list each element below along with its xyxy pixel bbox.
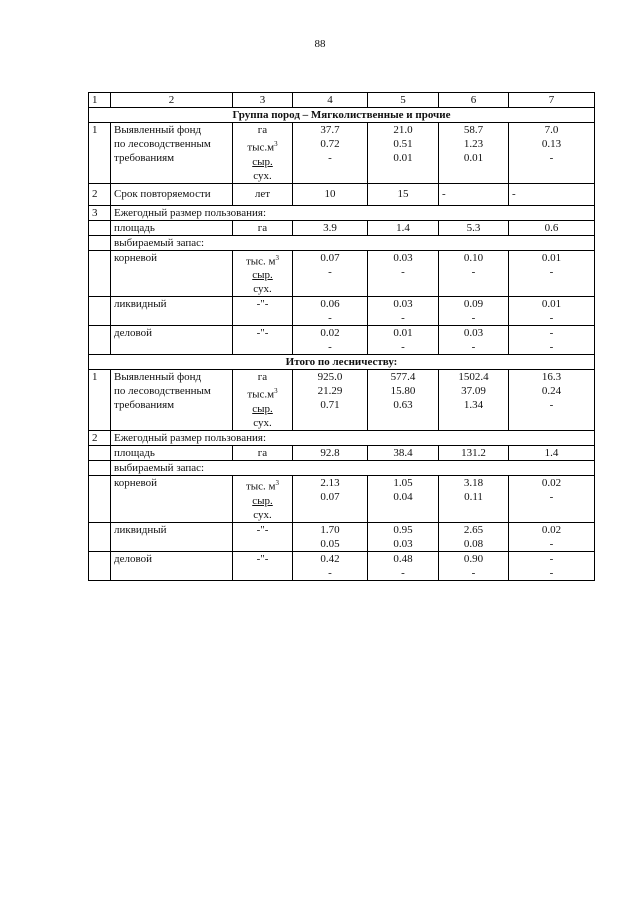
- cell-value: 0.08: [463, 537, 484, 550]
- cell-value: [236, 137, 289, 155]
- empty-cell: [89, 220, 111, 235]
- cell-value: 7.0: [544, 124, 559, 136]
- value-cell: 3.9: [293, 220, 368, 235]
- col-num-1: 1: [89, 93, 111, 108]
- cell-value: 925.0: [317, 371, 343, 384]
- cell-value: 1.05: [393, 476, 413, 489]
- section-title: Группа пород – Мягколиственные и прочие: [89, 108, 595, 123]
- empty-cell: [89, 250, 111, 297]
- unit-cell: [233, 370, 293, 431]
- unit-text: га: [257, 371, 268, 384]
- page-number: 88: [314, 38, 326, 50]
- cell-value: 0.01: [393, 327, 413, 340]
- value-cell: 38.4: [368, 445, 439, 460]
- cell-value: 0.11: [464, 490, 483, 503]
- value-cell: [509, 522, 595, 551]
- forest-use-table: [88, 92, 595, 581]
- value-cell: [439, 475, 509, 522]
- cell-value: -: [549, 341, 554, 354]
- unit-text: сух.: [253, 508, 272, 521]
- cell-value: -: [549, 537, 554, 550]
- cell-value: 0.02: [541, 476, 562, 489]
- value-cell: 1.4: [509, 445, 595, 460]
- cell-value: -: [549, 566, 554, 579]
- value-cell: [293, 522, 368, 551]
- unit-text: сыр.: [252, 402, 273, 415]
- empty-cell: [89, 551, 111, 580]
- value-cell: [293, 250, 368, 297]
- value-cell: [368, 326, 439, 355]
- unit-text: сух.: [253, 283, 272, 296]
- value-cell: [293, 326, 368, 355]
- cell-value: -: [549, 312, 554, 325]
- unit-text: тыс.м: [247, 388, 275, 401]
- value-cell: [439, 522, 509, 551]
- cell-value: -: [549, 327, 554, 340]
- value-cell: [368, 370, 439, 431]
- cell-value: 0.24: [541, 385, 562, 398]
- unit-cell: -"-: [233, 522, 293, 551]
- cell-value: 0.02: [541, 523, 562, 536]
- cell-value: 0.63: [393, 399, 413, 412]
- stock-type-label: деловой: [111, 326, 233, 355]
- value-cell: [509, 297, 595, 326]
- value-cell: 0.6: [509, 220, 595, 235]
- section-title-row: [89, 355, 595, 370]
- value-cell: [439, 250, 509, 297]
- table-row: [89, 250, 595, 297]
- empty-cell: [89, 475, 111, 522]
- cell-value: 1502.4: [458, 371, 489, 384]
- cell-value: 0.02: [320, 327, 340, 340]
- unit-cell: га: [233, 445, 293, 460]
- stock-type-label: деловой: [111, 551, 233, 580]
- stock-label: выбираемый запас:: [111, 235, 595, 250]
- col-num-5: 5: [368, 93, 439, 108]
- empty-cell: [89, 460, 111, 475]
- value-cell: [439, 551, 509, 580]
- cell-value: -: [471, 566, 476, 579]
- value-cell: [368, 475, 439, 522]
- unit-text: тыс.м: [247, 141, 275, 154]
- row-name: Ежегодный размер пользования:: [111, 205, 595, 220]
- row-number: 2: [89, 183, 111, 205]
- cell-value: -: [401, 341, 405, 354]
- cell-value: [236, 384, 289, 402]
- cell-value: -: [328, 566, 332, 579]
- value-cell: [368, 522, 439, 551]
- cell-value: -: [328, 312, 332, 325]
- cell-value: 1.34: [463, 399, 484, 412]
- cell-value: 0.04: [393, 490, 413, 503]
- cell-value: -: [549, 152, 554, 164]
- cell-value: 21.29: [317, 385, 343, 398]
- row-number: 3: [89, 205, 111, 220]
- stock-type-label: ликвидный: [111, 522, 233, 551]
- cell-value: 37.7: [320, 124, 340, 136]
- table-row: [89, 370, 595, 431]
- table-row: [89, 522, 595, 551]
- stock-type-label: корневой: [111, 250, 233, 297]
- section-title: Итого по лесничеству:: [89, 355, 595, 370]
- empty-cell: [89, 297, 111, 326]
- table-row: [89, 551, 595, 580]
- cell-value: 0.48: [393, 552, 413, 565]
- unit-text: тыс. м: [245, 255, 276, 268]
- table-row: [89, 430, 595, 445]
- cell-value: 0.01: [541, 298, 562, 311]
- unit-cell: га: [233, 220, 293, 235]
- cell-value: 0.51: [393, 138, 413, 150]
- value-cell: 1.4: [368, 220, 439, 235]
- empty-cell: [89, 445, 111, 460]
- cell-value: 2.13: [320, 476, 340, 489]
- row-number: 1: [89, 123, 111, 184]
- value-cell: 10: [293, 183, 368, 205]
- unit-text: тыс. м: [245, 480, 276, 493]
- row-name: Срок повторяемости: [111, 183, 233, 205]
- stock-type-label: ликвидный: [111, 297, 233, 326]
- value-cell: [439, 123, 509, 184]
- value-cell: [509, 326, 595, 355]
- cell-value: 0.03: [463, 327, 484, 340]
- cell-value: 0.95: [393, 523, 413, 536]
- cell-value: 16.3: [541, 371, 562, 384]
- cell-value: 0.05: [320, 537, 340, 550]
- value-cell: [368, 250, 439, 297]
- value-cell: [368, 551, 439, 580]
- cell-value: 37.09: [461, 385, 486, 398]
- col-num-3: 3: [233, 93, 293, 108]
- table-row: [89, 297, 595, 326]
- cell-value: -: [401, 265, 405, 278]
- unit-text: сух.: [253, 416, 272, 429]
- cell-value: 0.06: [320, 298, 340, 311]
- cell-value: 0.10: [463, 251, 484, 264]
- table-row: [89, 326, 595, 355]
- value-cell: 15: [368, 183, 439, 205]
- col-num-4: 4: [293, 93, 368, 108]
- cell-value: -: [328, 152, 332, 164]
- col-num-2: 2: [111, 93, 233, 108]
- unit-text: сыр.: [252, 494, 273, 507]
- value-cell: [509, 551, 595, 580]
- unit-cell: -"-: [233, 297, 293, 326]
- cell-value: 2.65: [463, 523, 484, 536]
- column-number-row: [89, 93, 595, 108]
- cell-value: 0.01: [393, 152, 413, 164]
- row-name: [111, 370, 233, 431]
- value-cell: [293, 297, 368, 326]
- value-cell: [439, 297, 509, 326]
- empty-cell: [89, 326, 111, 355]
- col-num-7: 7: [509, 93, 595, 108]
- cell-value: -: [401, 312, 405, 325]
- value-cell: -: [439, 183, 509, 205]
- value-cell: [509, 475, 595, 522]
- cell-value: [236, 476, 289, 494]
- cell-value: -: [549, 490, 554, 503]
- cell-value: 0.13: [541, 138, 562, 150]
- cell-value: 0.03: [393, 251, 413, 264]
- value-cell: [293, 370, 368, 431]
- cell-value: 0.71: [320, 399, 340, 412]
- unit-text: га: [257, 124, 268, 136]
- row-number: 2: [89, 430, 111, 445]
- table-row: [89, 123, 595, 184]
- table-row: [89, 205, 595, 220]
- row-name-line: Выявленный фонд: [114, 371, 202, 384]
- cell-value: 15.80: [390, 385, 416, 398]
- area-label: площадь: [111, 445, 233, 460]
- value-cell: [509, 370, 595, 431]
- value-cell: [293, 123, 368, 184]
- cell-value: -: [328, 341, 332, 354]
- value-cell: [368, 123, 439, 184]
- unit-cell: -"-: [233, 326, 293, 355]
- cell-value: 0.03: [393, 298, 413, 311]
- cell-value: -: [471, 341, 476, 354]
- table-row: [89, 445, 595, 460]
- value-cell: [509, 250, 595, 297]
- value-cell: [439, 326, 509, 355]
- table-row: [89, 220, 595, 235]
- unit-superscript: 3: [275, 478, 280, 487]
- cell-value: 0.42: [320, 552, 340, 565]
- unit-cell: -"-: [233, 551, 293, 580]
- row-number: 1: [89, 370, 111, 431]
- unit-text: сыр.: [252, 269, 273, 282]
- cell-value: -: [471, 265, 476, 278]
- unit-cell: лет: [233, 183, 293, 205]
- cell-value: 0.09: [463, 298, 484, 311]
- cell-value: 0.01: [463, 152, 484, 164]
- table-row: [89, 460, 595, 475]
- row-name: [111, 123, 233, 184]
- cell-value: 0.07: [320, 251, 340, 264]
- value-cell: [293, 551, 368, 580]
- cell-value: 58.7: [463, 124, 484, 136]
- cell-value: -: [549, 399, 554, 412]
- table-row: [89, 475, 595, 522]
- cell-value: -: [471, 312, 476, 325]
- stock-type-label: корневой: [111, 475, 233, 522]
- table-row: [89, 235, 595, 250]
- row-name-line: по лесоводственным: [114, 138, 211, 150]
- cell-value: 0.01: [541, 251, 562, 264]
- area-label: площадь: [111, 220, 233, 235]
- row-name-line: требованиям: [114, 399, 175, 412]
- unit-cell: [233, 123, 293, 184]
- cell-value: 0.90: [463, 552, 484, 565]
- empty-cell: [89, 235, 111, 250]
- unit-superscript: 3: [274, 140, 278, 148]
- unit-cell: [233, 475, 293, 522]
- unit-superscript: 3: [274, 387, 278, 396]
- value-cell: -: [509, 183, 595, 205]
- cell-value: [236, 251, 289, 269]
- unit-text: сух.: [253, 169, 272, 182]
- cell-value: 1.70: [320, 523, 340, 536]
- value-cell: [439, 370, 509, 431]
- value-cell: [509, 123, 595, 184]
- section-title-row: [89, 108, 595, 123]
- value-cell: [368, 297, 439, 326]
- cell-value: -: [549, 265, 554, 278]
- empty-cell: [89, 522, 111, 551]
- unit-text: сыр.: [252, 155, 273, 168]
- cell-value: 577.4: [390, 371, 416, 384]
- row-name-line: по лесоводственным: [114, 385, 211, 398]
- row-name-line: Выявленный фонд: [114, 124, 202, 136]
- cell-value: -: [401, 566, 405, 579]
- cell-value: -: [328, 265, 332, 278]
- cell-value: -: [549, 552, 554, 565]
- cell-value: 0.07: [320, 490, 340, 503]
- unit-superscript: 3: [275, 253, 280, 262]
- table-row: [89, 183, 595, 205]
- row-name: Ежегодный размер пользования:: [111, 430, 595, 445]
- value-cell: 92.8: [293, 445, 368, 460]
- cell-value: 1.23: [463, 138, 484, 150]
- cell-value: 21.0: [393, 124, 413, 136]
- cell-value: 0.03: [393, 537, 413, 550]
- stock-label: выбираемый запас:: [111, 460, 595, 475]
- col-num-6: 6: [439, 93, 509, 108]
- value-cell: 5.3: [439, 220, 509, 235]
- value-cell: [293, 475, 368, 522]
- value-cell: 131.2: [439, 445, 509, 460]
- row-name-line: требованиям: [114, 152, 175, 164]
- cell-value: 0.72: [320, 138, 340, 150]
- unit-cell: [233, 250, 293, 297]
- cell-value: 3.18: [463, 476, 484, 489]
